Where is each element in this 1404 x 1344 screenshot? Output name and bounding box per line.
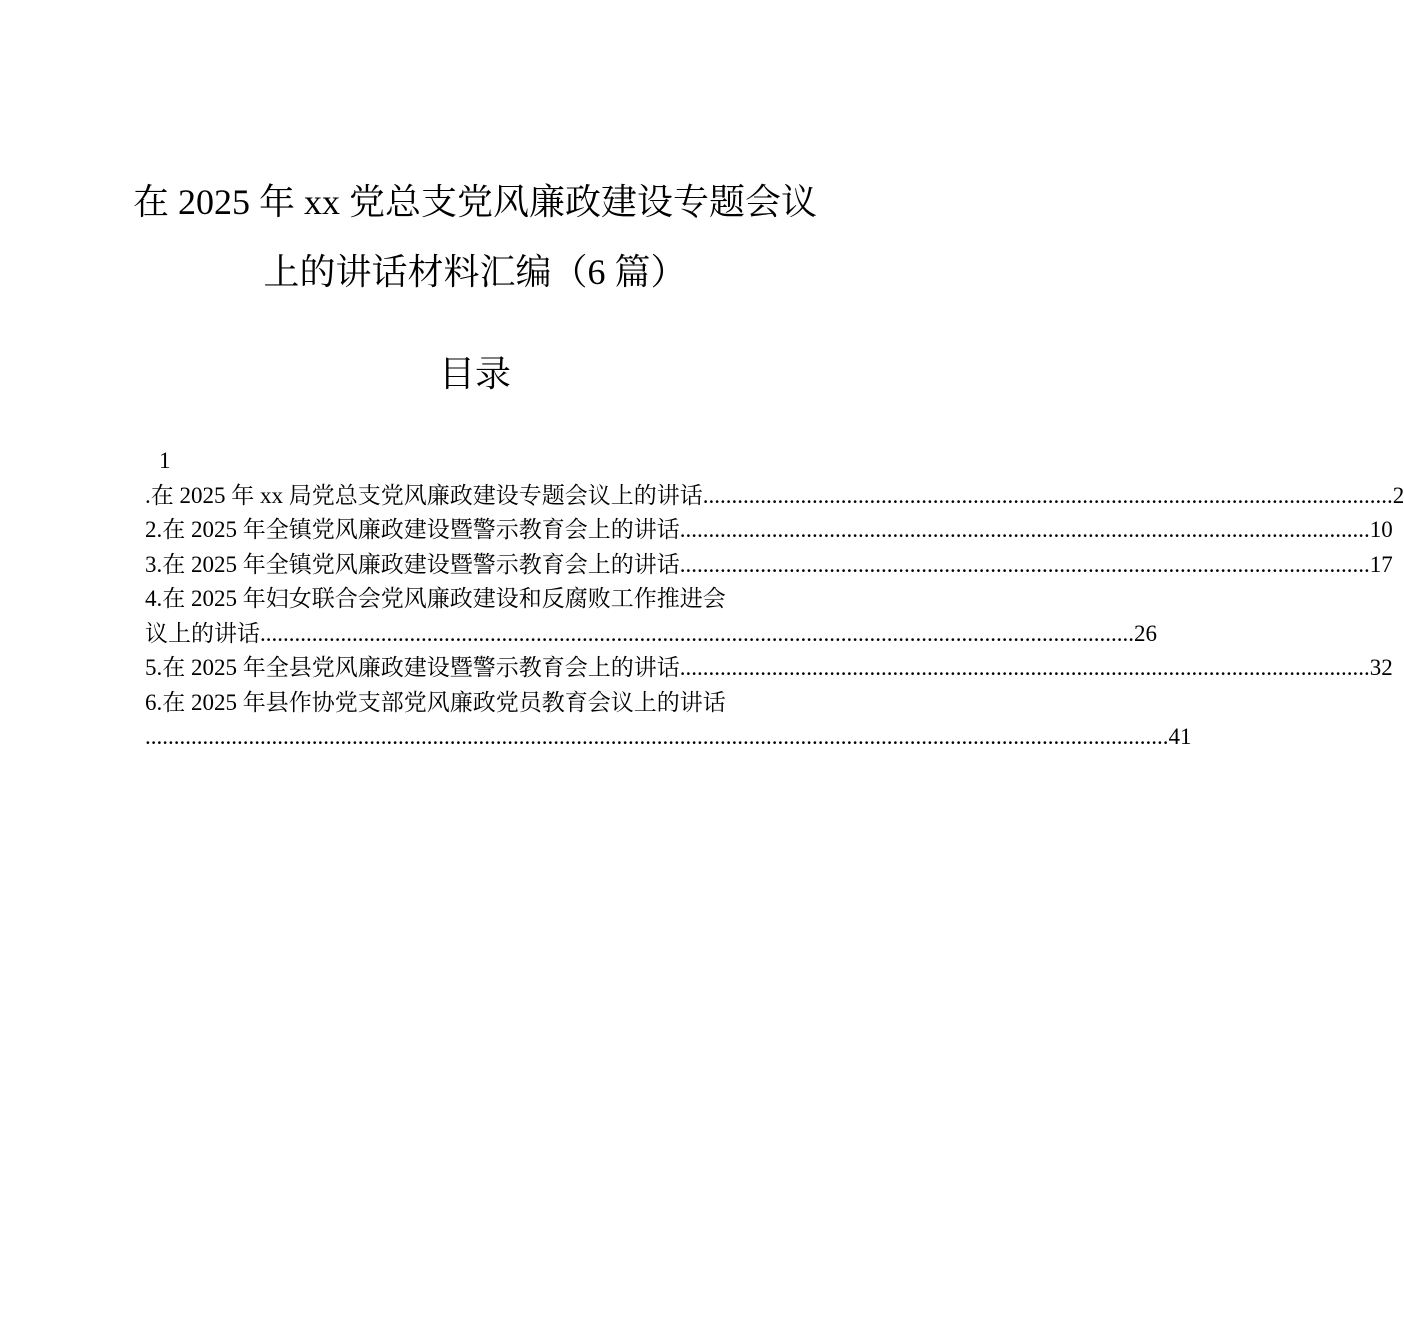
toc-entry-page: 2 (1392, 482, 1404, 508)
toc-entry-1[interactable] (145, 479, 1404, 514)
toc-entry-3[interactable] (145, 548, 1393, 583)
toc-leader-dots: ........................................................................................................................ (679, 517, 1370, 542)
toc-entry-text: 6.在 2025 年县作协党支部党风廉政党员教育会议上的讲话 (145, 689, 726, 715)
toc-entry-text: .在 2025 年 xx 局党总支党风廉政建设专题会议上的讲话 (145, 482, 703, 508)
toc-leader-dots: .................................................................................................................................................................................. (145, 724, 1169, 749)
toc-entry-2[interactable] (145, 513, 1393, 548)
toc-entry-page: 32 (1369, 655, 1393, 680)
toc-entry-4-line-1[interactable] (145, 582, 805, 617)
toc-leader-dots: ........................................................................................................................ (679, 551, 1370, 577)
toc-entry-text: 5.在 2025 年全县党风廉政建设暨警示教育会上的讲话 (145, 655, 680, 680)
toc-entry-4-line-2[interactable] (145, 617, 1157, 652)
toc-entry-page: 26 (1134, 620, 1157, 646)
toc-entry-5[interactable] (145, 651, 1393, 686)
toc-entry-6-line-1[interactable] (145, 686, 805, 721)
toc-entry-page: 41 (1168, 724, 1192, 749)
table-of-contents (145, 444, 1404, 755)
toc-entry-1-number (145, 444, 805, 479)
toc-entry-text: 3.在 2025 年全镇党风廉政建设暨警示教育会上的讲话 (145, 551, 680, 577)
toc-entry-text: 议上的讲话 (145, 620, 260, 646)
document-title-line-1: 在 2025 年 xx 党总支党风廉政建设专题会议 (132, 182, 817, 222)
toc-entry-text: 4.在 2025 年妇女联合会党风廉政建设和反腐败工作推进会 (145, 586, 726, 611)
toc-leader-dots: ........................................................................................................................ (702, 482, 1393, 508)
toc-leader-dots: ........................................................................................................................ (679, 655, 1370, 680)
toc-heading: 目录 (438, 354, 511, 394)
document-title-line-2: 上的讲话材料汇编（6 篇） (263, 252, 687, 292)
toc-leader-dots: ........................................................................................................................................................ (260, 620, 1134, 646)
toc-entry-6-line-2[interactable] (145, 720, 1192, 755)
toc-entry-number: 1 (159, 448, 171, 473)
toc-entry-page: 17 (1369, 551, 1393, 577)
toc-entry-page: 10 (1369, 517, 1393, 542)
toc-entry-text: 2.在 2025 年全镇党风廉政建设暨警示教育会上的讲话 (145, 517, 680, 542)
